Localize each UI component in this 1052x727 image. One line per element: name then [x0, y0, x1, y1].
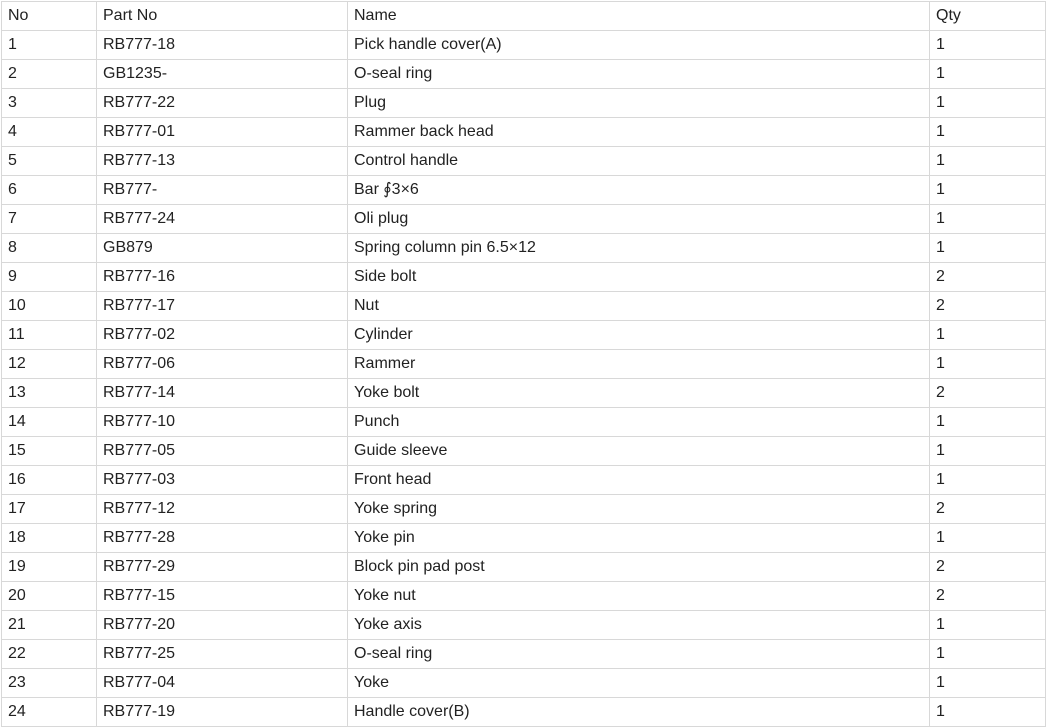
cell-name: Yoke spring	[348, 495, 930, 524]
cell-part-no: RB777-19	[97, 698, 348, 727]
cell-no: 24	[2, 698, 97, 727]
parts-table	[1, 1, 1046, 727]
cell-part-no: RB777-16	[97, 263, 348, 292]
header-part-no: Part No	[97, 2, 348, 31]
cell-part-no: RB777-01	[97, 118, 348, 147]
cell-no: 3	[2, 89, 97, 118]
cell-part-no: RB777-	[97, 176, 348, 205]
table-row	[2, 640, 1046, 669]
cell-name: Control handle	[348, 147, 930, 176]
table-row	[2, 205, 1046, 234]
cell-name: Plug	[348, 89, 930, 118]
table-row	[2, 292, 1046, 321]
header-name: Name	[348, 2, 930, 31]
cell-no: 1	[2, 31, 97, 60]
cell-qty: 1	[930, 89, 1046, 118]
cell-no: 4	[2, 118, 97, 147]
cell-no: 8	[2, 234, 97, 263]
table-row	[2, 31, 1046, 60]
cell-qty: 1	[930, 147, 1046, 176]
cell-part-no: RB777-28	[97, 524, 348, 553]
cell-no: 21	[2, 611, 97, 640]
cell-name: Yoke nut	[348, 582, 930, 611]
cell-qty: 1	[930, 31, 1046, 60]
table-row	[2, 495, 1046, 524]
cell-qty: 1	[930, 176, 1046, 205]
cell-qty: 1	[930, 640, 1046, 669]
cell-qty: 1	[930, 524, 1046, 553]
table-row	[2, 263, 1046, 292]
table-row	[2, 466, 1046, 495]
cell-name: Yoke bolt	[348, 379, 930, 408]
cell-qty: 1	[930, 466, 1046, 495]
cell-qty: 1	[930, 408, 1046, 437]
cell-no: 17	[2, 495, 97, 524]
cell-name: Yoke pin	[348, 524, 930, 553]
cell-name: Yoke axis	[348, 611, 930, 640]
cell-part-no: RB777-15	[97, 582, 348, 611]
cell-qty: 2	[930, 263, 1046, 292]
table-body	[2, 31, 1046, 727]
cell-no: 19	[2, 553, 97, 582]
cell-no: 9	[2, 263, 97, 292]
cell-part-no: RB777-17	[97, 292, 348, 321]
table-row	[2, 408, 1046, 437]
cell-no: 7	[2, 205, 97, 234]
cell-name: Rammer	[348, 350, 930, 379]
cell-part-no: RB777-03	[97, 466, 348, 495]
cell-part-no: RB777-05	[97, 437, 348, 466]
cell-part-no: RB777-02	[97, 321, 348, 350]
table-row	[2, 611, 1046, 640]
cell-no: 10	[2, 292, 97, 321]
table-row	[2, 234, 1046, 263]
cell-name: Handle cover(B)	[348, 698, 930, 727]
cell-part-no: RB777-22	[97, 89, 348, 118]
cell-qty: 2	[930, 292, 1046, 321]
cell-part-no: RB777-12	[97, 495, 348, 524]
cell-part-no: GB1235-	[97, 60, 348, 89]
cell-qty: 1	[930, 234, 1046, 263]
table-row	[2, 524, 1046, 553]
cell-no: 22	[2, 640, 97, 669]
cell-no: 16	[2, 466, 97, 495]
table-row	[2, 176, 1046, 205]
cell-part-no: RB777-18	[97, 31, 348, 60]
cell-qty: 1	[930, 321, 1046, 350]
table-row	[2, 60, 1046, 89]
table-header-row	[2, 2, 1046, 31]
cell-name: Block pin pad post	[348, 553, 930, 582]
table-row	[2, 89, 1046, 118]
cell-qty: 1	[930, 698, 1046, 727]
cell-name: Side bolt	[348, 263, 930, 292]
cell-qty: 1	[930, 669, 1046, 698]
cell-qty: 2	[930, 379, 1046, 408]
cell-part-no: RB777-20	[97, 611, 348, 640]
cell-no: 11	[2, 321, 97, 350]
cell-no: 20	[2, 582, 97, 611]
table-row	[2, 321, 1046, 350]
table-row	[2, 147, 1046, 176]
cell-name: O-seal ring	[348, 640, 930, 669]
cell-no: 14	[2, 408, 97, 437]
cell-no: 5	[2, 147, 97, 176]
cell-qty: 2	[930, 495, 1046, 524]
table-row	[2, 350, 1046, 379]
cell-qty: 1	[930, 60, 1046, 89]
cell-name: Front head	[348, 466, 930, 495]
cell-no: 18	[2, 524, 97, 553]
table-row	[2, 437, 1046, 466]
table-row	[2, 582, 1046, 611]
cell-name: Pick handle cover(A)	[348, 31, 930, 60]
cell-name: Punch	[348, 408, 930, 437]
cell-no: 12	[2, 350, 97, 379]
table-row	[2, 553, 1046, 582]
table-row	[2, 669, 1046, 698]
cell-part-no: RB777-24	[97, 205, 348, 234]
cell-qty: 1	[930, 118, 1046, 147]
cell-name: Rammer back head	[348, 118, 930, 147]
table-row	[2, 379, 1046, 408]
cell-name: Bar ∮3×6	[348, 176, 930, 205]
cell-name: Spring column pin 6.5×12	[348, 234, 930, 263]
table-row	[2, 118, 1046, 147]
cell-qty: 2	[930, 553, 1046, 582]
cell-qty: 1	[930, 350, 1046, 379]
cell-name: Cylinder	[348, 321, 930, 350]
cell-part-no: RB777-06	[97, 350, 348, 379]
cell-no: 2	[2, 60, 97, 89]
cell-part-no: RB777-04	[97, 669, 348, 698]
cell-name: Nut	[348, 292, 930, 321]
cell-no: 13	[2, 379, 97, 408]
cell-part-no: RB777-10	[97, 408, 348, 437]
header-qty: Qty	[930, 2, 1046, 31]
cell-part-no: RB777-25	[97, 640, 348, 669]
cell-no: 6	[2, 176, 97, 205]
cell-name: Yoke	[348, 669, 930, 698]
cell-qty: 1	[930, 205, 1046, 234]
cell-part-no: RB777-13	[97, 147, 348, 176]
cell-part-no: RB777-14	[97, 379, 348, 408]
cell-qty: 2	[930, 582, 1046, 611]
cell-part-no: GB879	[97, 234, 348, 263]
table-row	[2, 698, 1046, 727]
cell-qty: 1	[930, 611, 1046, 640]
cell-name: Guide sleeve	[348, 437, 930, 466]
cell-name: Oli plug	[348, 205, 930, 234]
cell-no: 15	[2, 437, 97, 466]
cell-qty: 1	[930, 437, 1046, 466]
header-no: No	[2, 2, 97, 31]
cell-name: O-seal ring	[348, 60, 930, 89]
cell-no: 23	[2, 669, 97, 698]
cell-part-no: RB777-29	[97, 553, 348, 582]
